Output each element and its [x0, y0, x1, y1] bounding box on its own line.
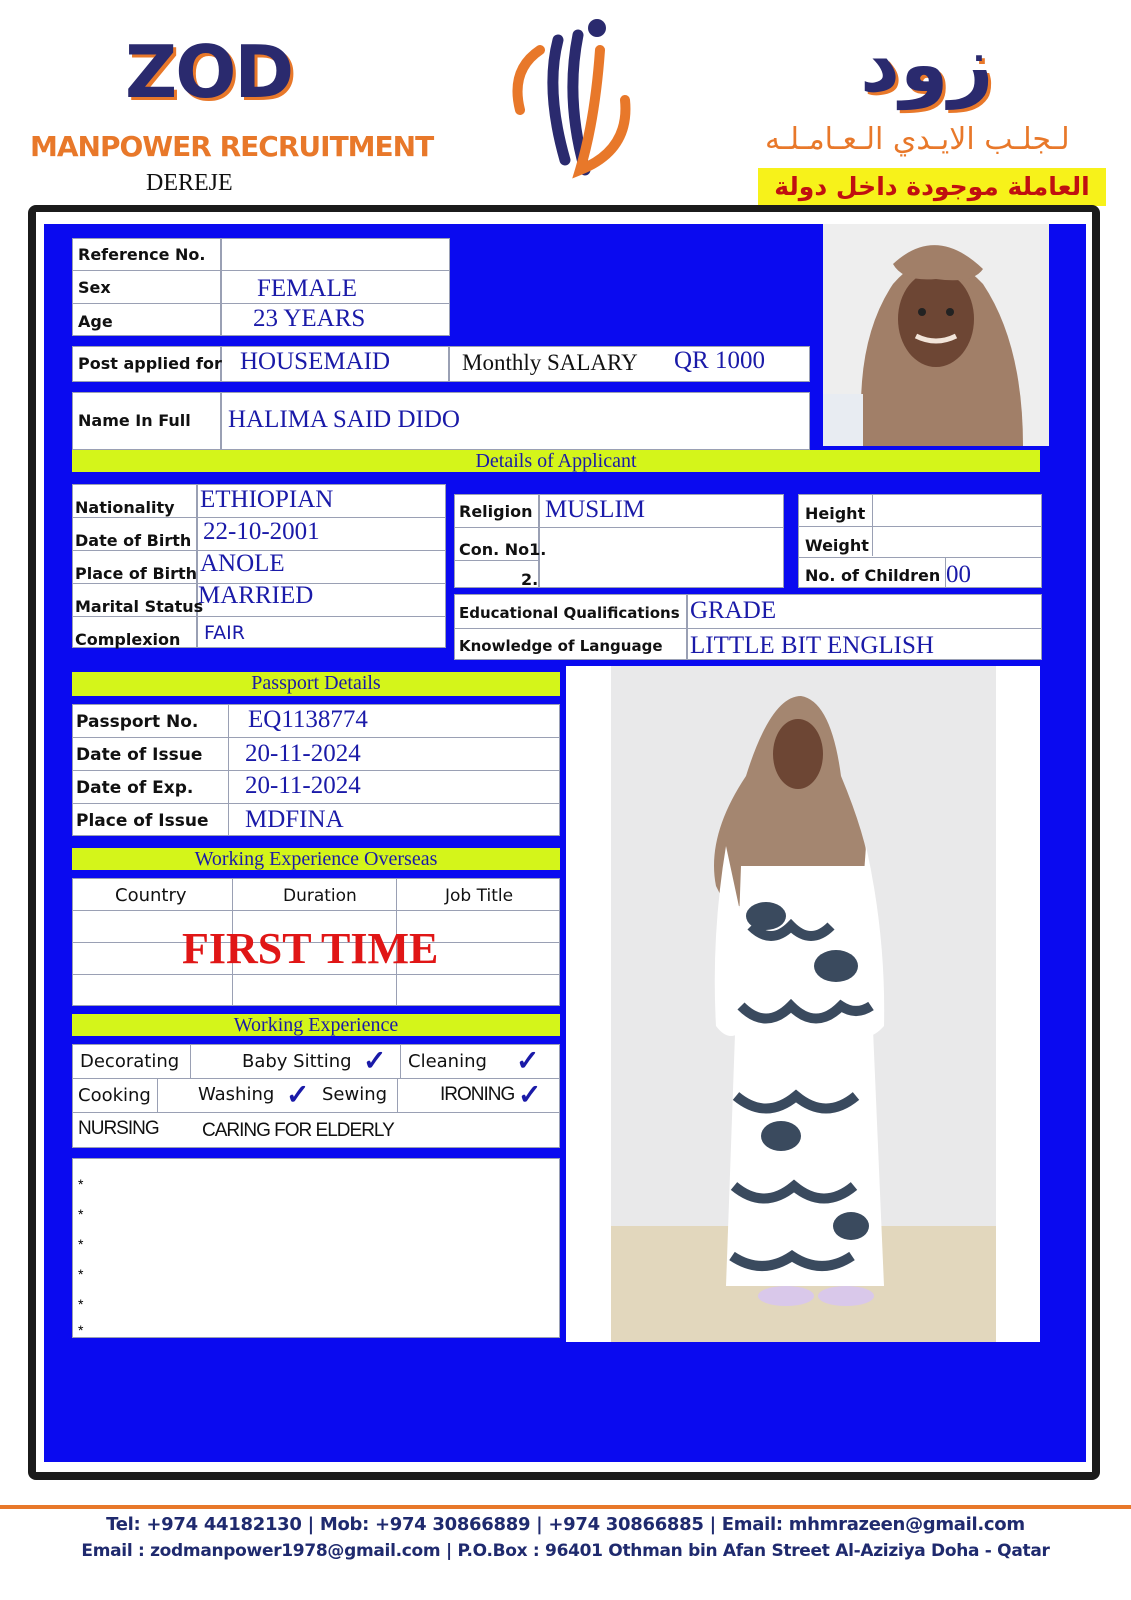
passport-no-label: Passport No. — [76, 712, 199, 732]
issue-place-value: MDFINA — [245, 806, 344, 833]
exp-washing: Washing — [198, 1084, 275, 1105]
language-value: LITTLE BIT ENGLISH — [690, 632, 934, 659]
complexion-value: FAIR — [204, 622, 245, 644]
religion-value: MUSLIM — [545, 496, 646, 523]
con1-label: Con. No1. — [459, 540, 547, 559]
ironing-check-icon: ✓ — [518, 1079, 542, 1110]
reference-label: Reference No. — [78, 245, 206, 264]
post-label: Post applied for — [78, 354, 222, 373]
salary-value: QR 1000 — [674, 347, 765, 374]
age-value: 23 YEARS — [253, 305, 366, 332]
dob-label: Date of Birth — [75, 531, 192, 550]
col-job-title: Job Title — [445, 886, 514, 906]
pob-value: ANOLE — [200, 550, 285, 577]
salary-label: Monthly SALARY — [462, 350, 638, 375]
note-bullet: * — [78, 1206, 84, 1222]
footer-contact-line2: Email : zodmanpower1978@gmail.com | P.O.Box : 96401 Othman bin Afan Street Al-Aziziya Doha - Qatar — [81, 1541, 1050, 1561]
passport-title-bar: Passport Details — [72, 672, 560, 696]
exp-sewing: Sewing — [322, 1084, 388, 1105]
name-value: HALIMA SAID DIDO — [228, 406, 460, 433]
washing-check-icon: ✓ — [286, 1079, 310, 1110]
brand-emblem-logo — [500, 10, 650, 180]
note-bullet: * — [78, 1266, 84, 1282]
complexion-label: Complexion — [75, 630, 181, 649]
post-value: HOUSEMAID — [240, 348, 390, 375]
language-label: Knowledge of Language — [459, 637, 663, 655]
overseas-title-bar: Working Experience Overseas — [72, 848, 560, 870]
exp-cleaning: Cleaning — [408, 1051, 487, 1072]
footer-rule — [0, 1505, 1131, 1509]
sex-label: Sex — [78, 278, 111, 297]
exp-caring-elderly: CARING FOR ELDERLY — [202, 1120, 394, 1141]
issue-date-label: Date of Issue — [76, 745, 203, 765]
issue-date-value: 20-11-2024 — [245, 740, 361, 767]
expiry-date-value: 20-11-2024 — [245, 772, 361, 799]
arabic-banner: العاملة موجودة داخل دولة — [758, 168, 1106, 206]
portrait-photo — [823, 224, 1049, 446]
details-title-bar: Details of Applicant — [72, 450, 1040, 472]
name-label: Name In Full — [78, 411, 191, 430]
notes-box — [72, 1158, 560, 1338]
agent-name: DEREJE — [146, 170, 233, 196]
arabic-tagline: لـجلـب الايـدي الـعـامـلـه — [765, 122, 1070, 157]
note-bullet: * — [78, 1176, 84, 1192]
col-country: Country — [115, 885, 187, 906]
logo-subtitle: MANPOWER RECRUITMENT — [30, 130, 434, 163]
age-label: Age — [78, 312, 113, 331]
arabic-logo: زود — [860, 20, 994, 110]
pob-label: Place of Birth — [75, 564, 198, 583]
dob-value: 22-10-2001 — [203, 518, 320, 545]
con2-label: 2. — [521, 570, 539, 589]
children-label: No. of Children — [805, 566, 941, 585]
exp-ironing: IRONING — [440, 1084, 515, 1105]
religion-label: Religion — [459, 502, 533, 521]
expiry-date-label: Date of Exp. — [76, 778, 194, 798]
passport-no-value: EQ1138774 — [248, 706, 368, 733]
height-label: Height — [805, 504, 866, 523]
marital-value: MARRIED — [198, 582, 314, 609]
marital-label: Marital Status — [75, 597, 204, 616]
nationality-value: ETHIOPIAN — [200, 486, 334, 513]
logo-main: ZOD — [125, 30, 293, 114]
exp-decorating: Decorating — [80, 1051, 180, 1072]
full-body-photo — [566, 666, 1040, 1342]
education-label: Educational Qualifications — [459, 604, 680, 622]
experience-title-bar: Working Experience — [72, 1014, 560, 1036]
exp-baby-sitting: Baby Sitting — [242, 1051, 352, 1072]
weight-label: Weight — [805, 536, 869, 555]
children-value: 00 — [946, 561, 971, 588]
cleaning-check-icon: ✓ — [516, 1045, 540, 1076]
nationality-label: Nationality — [75, 498, 175, 517]
note-bullet: * — [78, 1236, 84, 1252]
footer-contact-line1: Tel: +974 44182130 | Mob: +974 30866889 | +974 30866885 | Email: mhmrazeen@gmail.com — [106, 1514, 1025, 1535]
first-time-stamp: FIRST TIME — [182, 924, 439, 973]
note-bullet: * — [78, 1296, 84, 1312]
sex-value: FEMALE — [257, 275, 357, 302]
exp-nursing: NURSING — [78, 1118, 159, 1139]
header — [0, 0, 1131, 205]
baby-sitting-check-icon: ✓ — [363, 1045, 387, 1076]
exp-cooking: Cooking — [78, 1085, 151, 1106]
education-value: GRADE — [690, 597, 777, 624]
note-bullet: * — [78, 1322, 84, 1338]
col-duration: Duration — [283, 886, 357, 906]
issue-place-label: Place of Issue — [76, 811, 209, 831]
